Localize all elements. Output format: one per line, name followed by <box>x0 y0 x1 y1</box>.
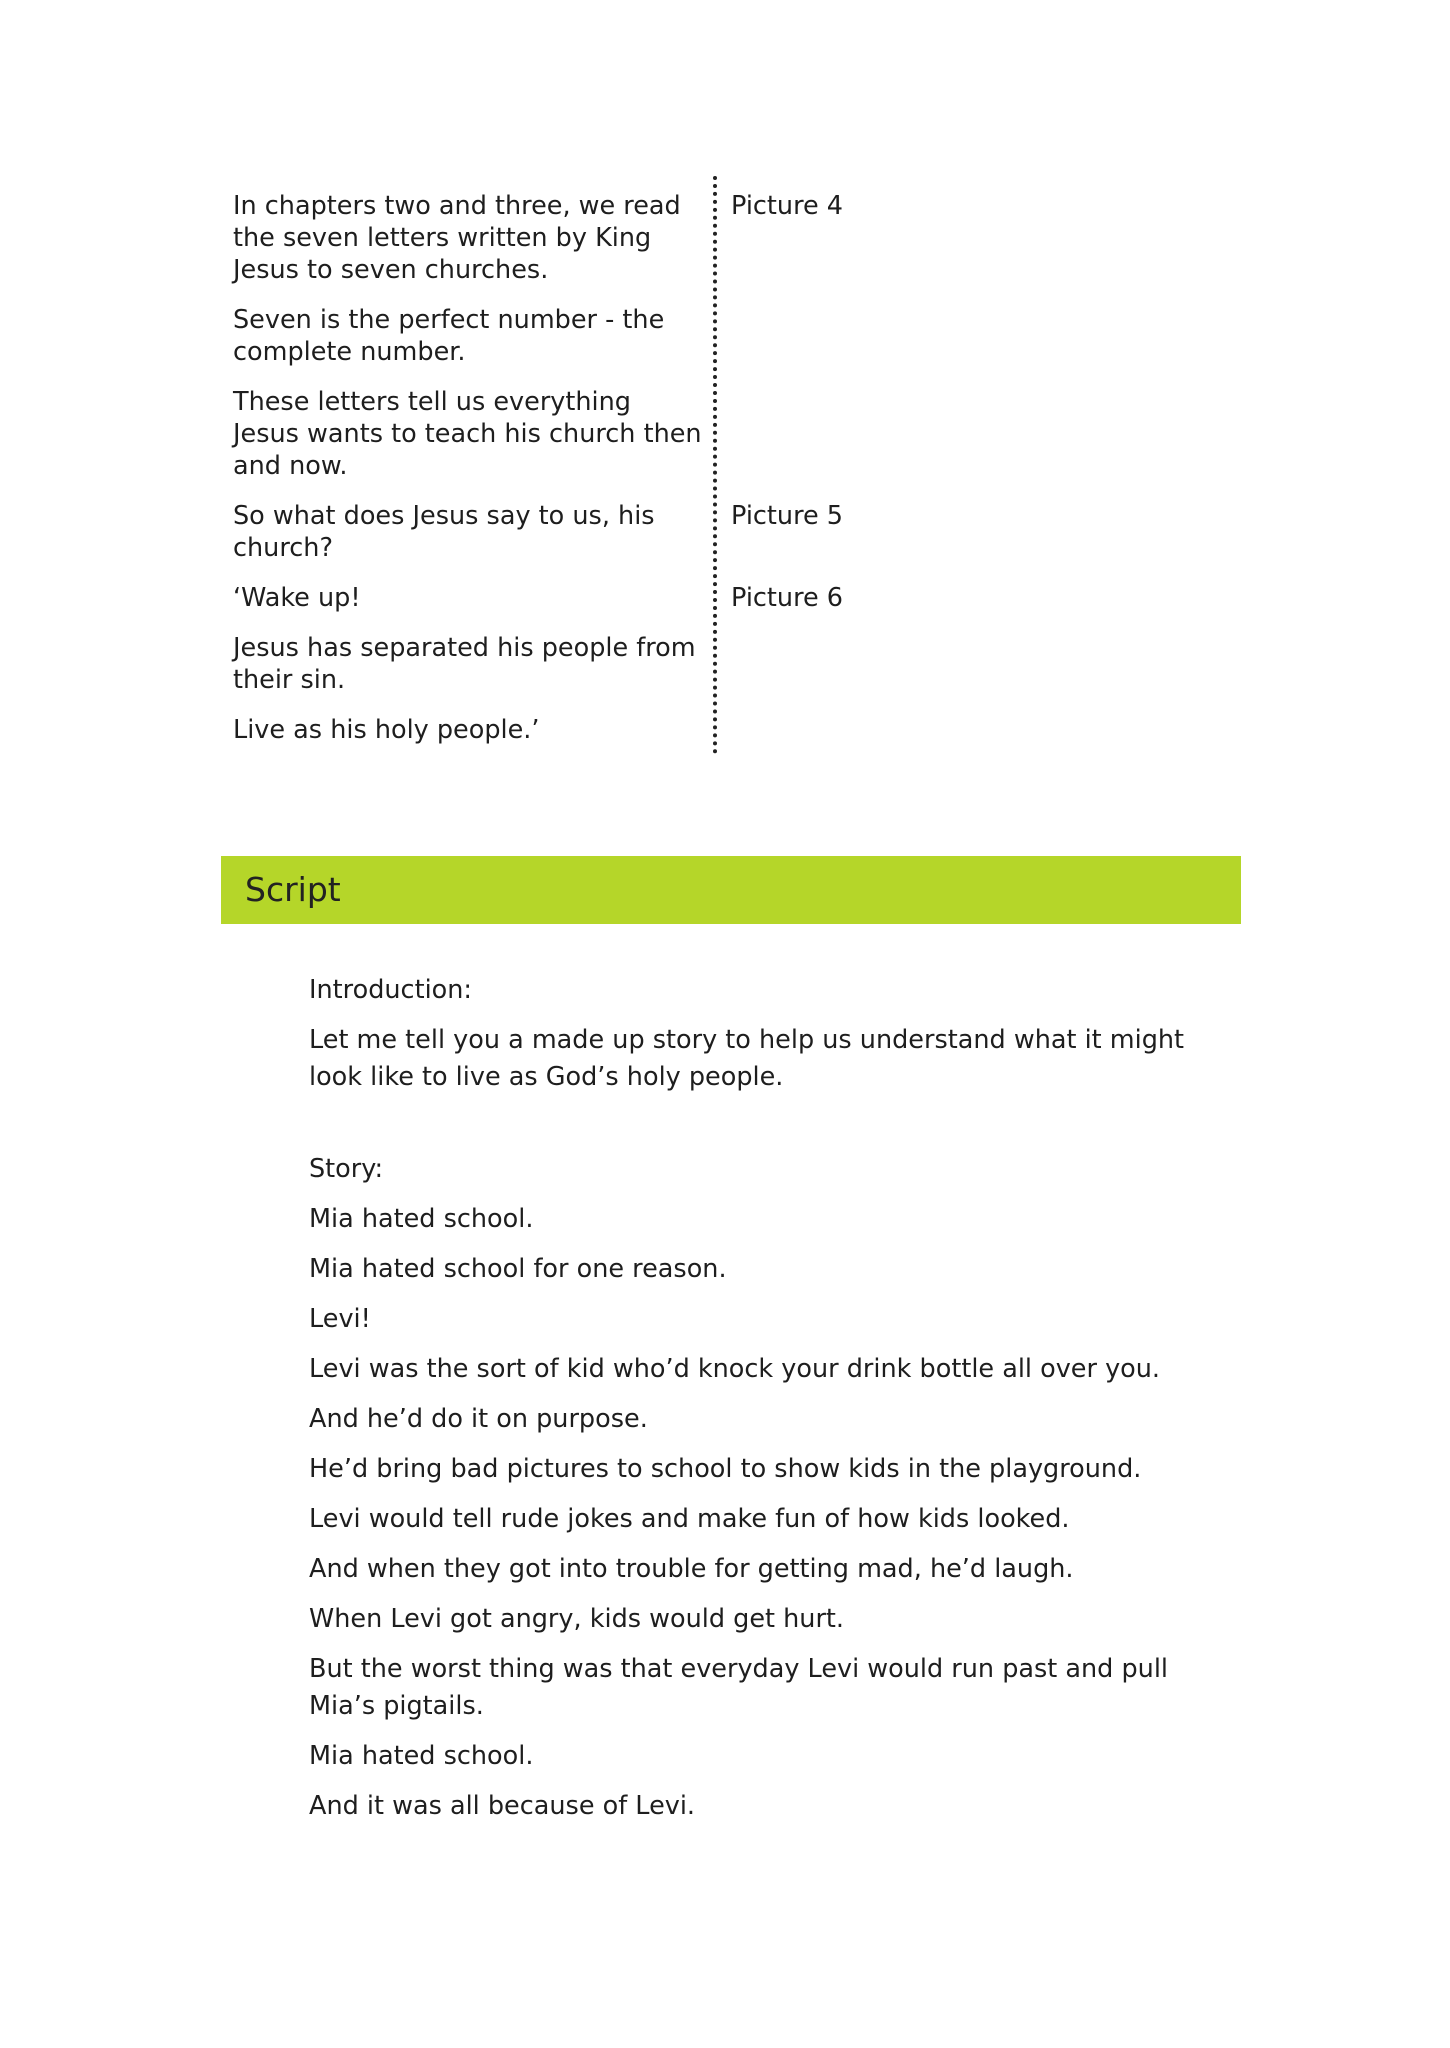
column-divider <box>713 176 717 754</box>
section-banner <box>221 856 1241 924</box>
section-title: Script <box>245 870 341 909</box>
script-line: Introduction: <box>309 975 473 1005</box>
narration-paragraph: In chapters two and three, we read the seven letters written by King Jesus to seven churches. <box>233 191 681 285</box>
script-body <box>309 972 1229 1838</box>
script-line: Levi! <box>309 1304 371 1334</box>
script-line: Mia hated school. <box>309 1204 534 1234</box>
narration-paragraph: Live as his holy people.’ <box>233 715 540 745</box>
reading-table <box>233 190 1033 762</box>
narration-paragraph: So what does Jesus say to us, his church? <box>233 501 655 563</box>
picture-cue-4: Picture 4 <box>731 191 844 221</box>
script-line: He’d bring bad pictures to school to show kids in the playground. <box>309 1454 1142 1484</box>
script-line: When Levi got angry, kids would get hurt. <box>309 1604 845 1634</box>
script-line: Levi would tell rude jokes and make fun of how kids looked. <box>309 1504 1070 1534</box>
script-line: And he’d do it on purpose. <box>309 1404 648 1434</box>
picture-cue-6: Picture 6 <box>731 583 844 613</box>
script-line: Story: <box>309 1154 384 1184</box>
narration-paragraph: These letters tell us everything Jesus wants to teach his church then and now. <box>233 387 702 481</box>
narration-paragraph: Seven is the perfect number - the complete number. <box>233 305 665 367</box>
script-line: And when they got into trouble for getting mad, he’d laugh. <box>309 1554 1074 1584</box>
picture-cue-5: Picture 5 <box>731 501 844 531</box>
script-line: But the worst thing was that everyday Levi would run past and pull Mia’s pigtails. <box>309 1654 1168 1721</box>
script-line: And it was all because of Levi. <box>309 1791 696 1821</box>
script-line: Mia hated school. <box>309 1741 534 1771</box>
script-line: Let me tell you a made up story to help us understand what it might look like to live as God’s holy people. <box>309 1025 1185 1092</box>
narration-column <box>233 190 703 764</box>
script-line: Mia hated school for one reason. <box>309 1254 727 1284</box>
script-line: Levi was the sort of kid who’d knock your drink bottle all over you. <box>309 1354 1161 1384</box>
narration-paragraph: Jesus has separated his people from their sin. <box>233 633 696 695</box>
narration-paragraph: ‘Wake up! <box>233 583 361 613</box>
